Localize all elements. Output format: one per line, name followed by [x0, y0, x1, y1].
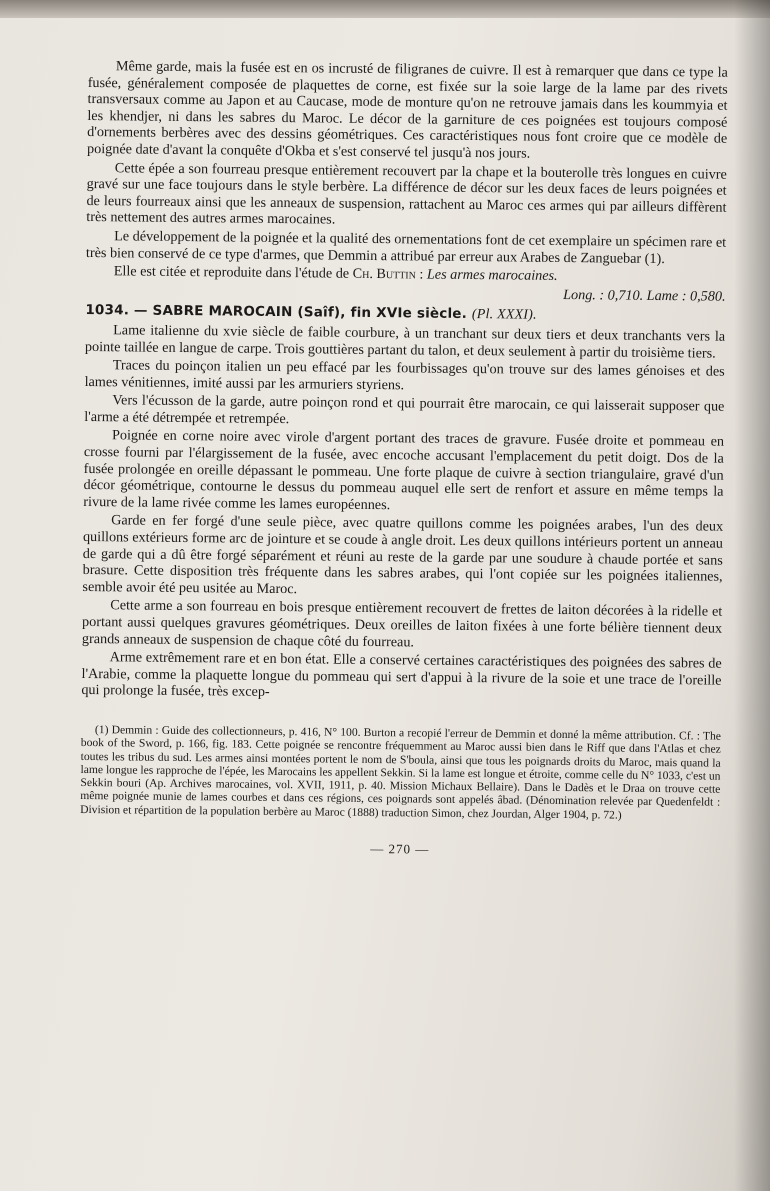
paragraph-garde: Même garde, mais la fusée est en os incrusté de filigranes de cuivre. Il est à remarquer que dans ce type la fusée, généralement composée de plaquettes de corne, est fixée sur la soie large de la lame par des rivets transversaux comme au Japon et au Caucase, mode de monture qu'on ne retrouve jamais dans les koummyia et les khendjer, ni dans les sabres du Maroc. Le décor de la garniture de ces poignées est toujours composé d'ornements berbères avec des dessins géométriques. Ces caractéristiques nous font croire que ce modèle de poignée date d'avant la conquête d'Okba et s'est conservé tel jusqu'à nos jours.	[86, 58, 728, 162]
paragraph-poignee: Poignée en corne noire avec virole d'argent portant des traces de gravure. Fusée droite et pommeau en crosse fourni par l'élargissement de la fusée, avec encoche accusant l'emplacement du petit doigt. Dos de la fusée prolongée en oreille dépassant le pommeau. Une forte plaque de cuivre à section triangulaire, gravé d'un décor géométrique, contourne le dessus du pommeau auquel elle sert de renfort et assure en même temps la rivure de la lame rivée comme les lames européennes.	[83, 427, 725, 514]
paragraph-arme-rare: Arme extrêmement rare et en bon état. Elle a conservé certaines caractéristiques des poignées des sabres de l'Arabie, comme la plaquette longue du pommeau qui sert d'appui à la rivure de la soie et une trace de l'oreille qui prolonge la fusée, très excep-	[81, 649, 722, 701]
footnote-text: (1) Demmin : Guide des collectionneurs, p. 416, N° 100. Burton a recopié l'erreur de Demmin et donné la même attribution. Cf. : The book of the Sword, p. 166, fig. 183. Cette poignée se rencontre fréquemment au Maroc aussi bien dans le Riff que dans l'Atlas et chez toutes les tribus du sud. Les armes ainsi montées portent le nom de S'boula, ainsi que tous les poignards droits du Maroc, mais quand la lame longue les rapproche de l'épée, les Marocains les appellent Sekkin. Si la lame est longue et étroite, comme celle du N° 1033, c'est un Sekkin bouri (Ap. Archives marocaines, vol. XVII, 1911, p. 40. Mission Michaux Bellaire). Dans le Dadès et le Draa on trouve cette même poignée munie de lames courbes et dans ces régions, ces poignards sont appelés âbad. (Dénomination relevée par Quedenfeldt : Division et répartition de la population berbère au Maroc (1888) traduction Simon, chez Jourdan, Alger 1904, p. 72.)	[80, 723, 722, 822]
citation-title: Les armes marocaines.	[426, 266, 558, 285]
citation-sep: :	[415, 266, 428, 283]
entry-heading-plate: (Pl. XXXI).	[471, 307, 537, 324]
paragraph-fourreau-bois: Cette arme a son fourreau en bois presque entièrement recouvert de frettes de laiton décorées à la ridelle et portant aussi quelques gravures géométriques. Deux oreilles de laiton fixées à une forte bélière tiennent deux grands anneaux de suspension de chaque côté du fourreau.	[81, 597, 723, 651]
paragraph-poincon: Traces du poinçon italien un peu effacé par les fourbissages qu'on trouve sur des lames génoises et des lames vénitiennes, imité aussi par les armuriers styriens.	[84, 357, 725, 394]
page-text-block	[80, 58, 728, 861]
footnote	[80, 723, 721, 823]
entry-heading-main: 1034. — SABRE MAROCAIN (Saîf), fin XVIe siècle.	[85, 302, 468, 323]
measurements: Long. : 0,710. Lame : 0,580.	[563, 286, 726, 305]
paragraph-developpement: Le développement de la poignée et la qualité des ornementations font de cet exemplaire un spécimen rare et très bien conservé de ce type d'armes, que Demmin a attribué par erreur aux Arabes de Zanguebar (1).	[85, 228, 727, 267]
page-top-edge	[0, 0, 770, 18]
paragraph-lame: Lame italienne du xvie siècle de faible courbure, à un tranchant sur deux tiers et deux tranchants vers la pointe taillée en langue de carpe. Trois gouttières partant du talon, et deux seulement à partir du troisième tiers.	[84, 322, 726, 362]
page-number: — 270 —	[370, 841, 430, 857]
citation-author: Ch. Buttin	[352, 265, 416, 283]
paragraph-garde-fer: Garde en fer forgé d'une seule pièce, avec quatre quillons comme les poignées arabes, l'un des deux quillons extérieurs forme arc de jointure et se coude à angle droit. Les deux quillons intérieurs portent un anneau de garde qui a dû être forgé séparément et réuni au reste de la garde par une soudure à chaude portée et sans brasure. Cette disposition très fréquente dans les sabres arabes, qui l'ont copiée sur les poignées italiennes, semble avoir été peu usitée au Maroc.	[82, 512, 724, 598]
page-curl-shadow	[734, 0, 770, 1191]
paragraph-ecusson: Vers l'écusson de la garde, autre poinçon rond et qui pourrait être marocain, ce qui laisserait supposer que l'arme a été détrempée et retrempée.	[84, 392, 725, 428]
paragraph-fourreau: Cette épée a son fourreau presque entièrement recouvert par la chape et la bouterolle très longues en cuivre gravé sur une face toujours dans le style berbère. La différence de décor sur les deux faces de leurs poignées et de leurs fourreaux ainsi que les anneaux de suspension, rattachent au Maroc ces armes qui par ailleurs diffèrent très nettement des autres armes marocaines.	[86, 159, 727, 228]
citation-prefix: Elle est citée et reproduite dans l'étude de	[113, 263, 353, 282]
